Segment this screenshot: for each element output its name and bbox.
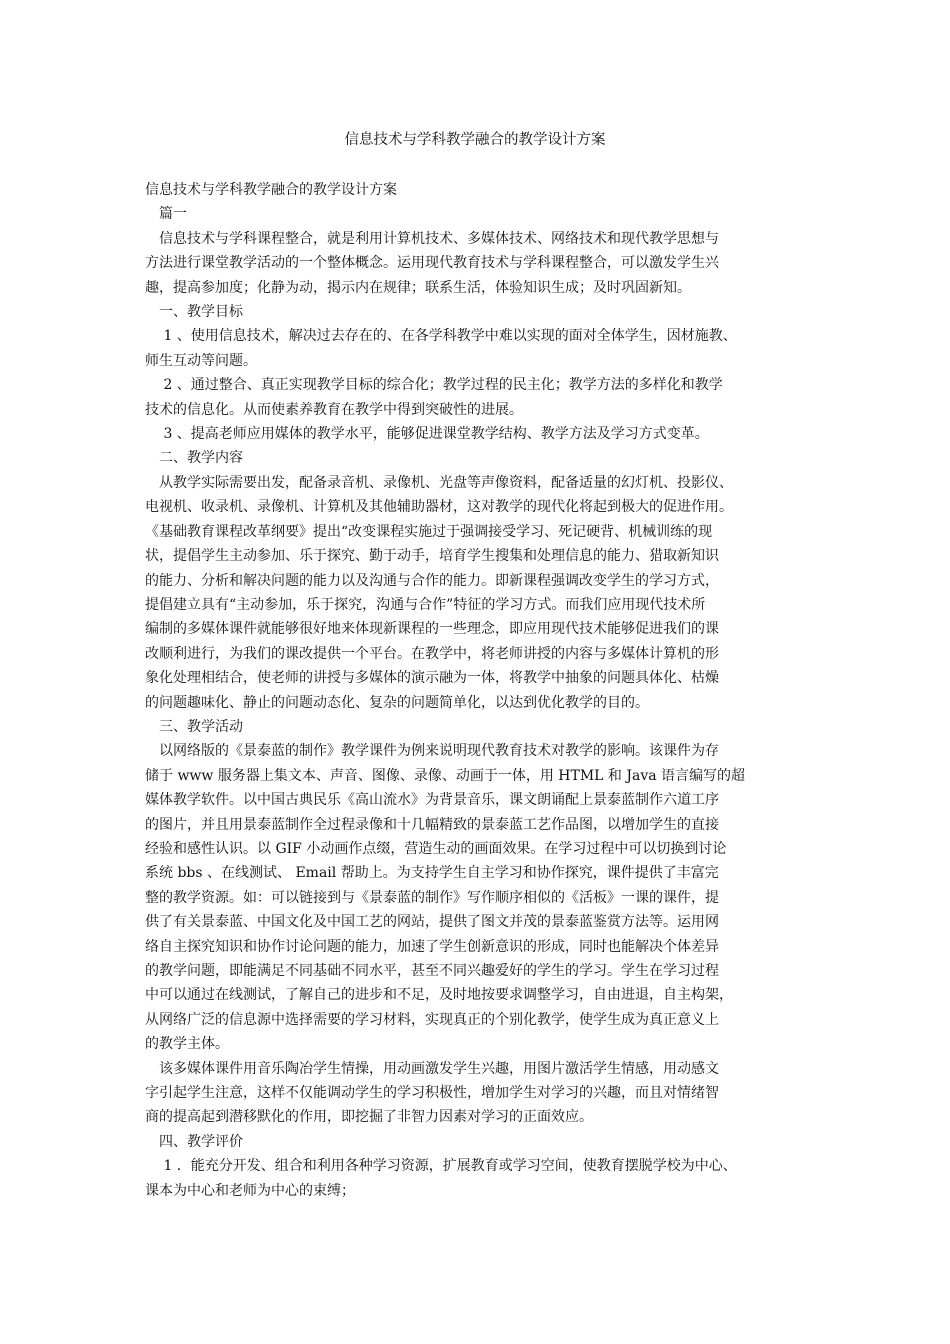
text-line: 课本为中心和老师为中心的束缚； <box>145 1182 355 1199</box>
text-line: 信息技术与学科课程整合，就是利用计算机技术、多媒体技术、网络技术和现代教学思想与 <box>145 230 719 247</box>
text-line: 1 ．能充分开发、组合和利用各种学习资源，扩展教育或学习空间，使教育摆脱学校为中心、 <box>145 1158 737 1175</box>
text-line: 从网络广泛的信息源中选择需要的学习材料，实现真正的个别化教学，使学生成为真正意义上 <box>145 1011 719 1028</box>
text-line: 二、教学内容 <box>145 450 243 467</box>
text-line: 《基础教育课程改革纲要》提出“改变课程实施过于强调接受学习、死记硬背、机械训练的现 <box>145 523 713 540</box>
text-line: 编制的多媒体课件就能够很好地来体现新课程的一些理念，即应用现代技术能够促进我们的课 <box>145 621 719 638</box>
text-line: 的教学主体。 <box>145 1036 229 1053</box>
text-line: 的图片，并且用景泰蓝制作全过程录像和十几幅精致的景泰蓝工艺作品图，以增加学生的直接 <box>145 816 719 833</box>
text-line: 一、教学目标 <box>145 304 243 321</box>
text-line: 中可以通过在线测试，了解自己的进步和不足，及时地按要求调整学习，自由进退，自主构架， <box>145 987 733 1004</box>
text-line: 从教学实际需要出发，配备录音机、录像机、光盘等声像资料，配备适量的幻灯机、投影仪、 <box>145 474 733 491</box>
text-line: 状，提倡学生主动参加、乐于探究、勤于动手，培育学生搜集和处理信息的能力、猎取新知识 <box>145 548 719 565</box>
text-line: 信息技术与学科教学融合的教学设计方案 <box>145 182 397 198</box>
text-line: 系统 bbs 、在线测试、 Email 帮助上。为支持学生自主学习和协作探究，课件提供了丰富完 <box>145 865 719 882</box>
text-line: 方法进行课堂教学活动的一个整体概念。运用现代教育技术与学科课程整合，可以激发学生兴 <box>145 255 719 272</box>
text-line: 四、教学评价 <box>145 1133 243 1150</box>
text-line: 趣，提高参加度；化静为动，揭示内在规律；联系生活，体验知识生成；及时巩固新知。 <box>145 279 691 296</box>
text-line: 3 、提高老师应用媒体的教学水平，能够促进课堂教学结构、教学方法及学习方式变革。 <box>145 426 709 443</box>
text-line: 整的教学资源。如：可以链接到与《景泰蓝的制作》写作顺序相似的《活板》一课的课件，提 <box>145 889 719 906</box>
text-line: 1 、使用信息技术，解决过去存在的、在各学科教学中难以实现的面对全体学生，因材施教、 <box>145 328 737 345</box>
text-line: 2 、通过整合、真正实现教学目标的综合化；教学过程的民主化；教学方法的多样化和教学 <box>145 377 723 394</box>
text-line: 媒体教学软件。以中国古典民乐《高山流水》为背景音乐，课文朗诵配上景泰蓝制作六道工序 <box>145 792 719 809</box>
text-line: 电视机、收录机、录像机、计算机及其他辅助器材，这对教学的现代化将起到极大的促进作用。 <box>145 499 733 516</box>
text-line: 技术的信息化。从而使素养教育在教学中得到突破性的进展。 <box>145 401 523 418</box>
text-line: 络自主探究知识和协作讨论问题的能力，加速了学生创新意识的形成，同时也能解决个体差异 <box>145 938 719 955</box>
text-line: 师生互动等问题。 <box>145 352 257 369</box>
text-line: 该多媒体课件用音乐陶冶学生情操，用动画激发学生兴趣，用图片激活学生情感，用动感文 <box>145 1060 719 1077</box>
text-line: 以网络版的《景泰蓝的制作》教学课件为例来说明现代教育技术对教学的影响。该课件为存 <box>145 743 719 760</box>
text-line: 象化处理相结合，使老师的讲授与多媒体的演示融为一体，将教学中抽象的问题具体化、枯燥 <box>145 670 719 687</box>
text-line: 的问题趣味化、静止的问题动态化、复杂的问题简单化，以达到优化教学的目的。 <box>145 694 649 711</box>
page-title: 信息技术与学科教学融合的教学设计方案 <box>344 132 606 148</box>
text-line: 经验和感性认识。以 GIF 小动画作点缀，营造生动的画面效果。在学习过程中可以切换到讨论 <box>145 840 727 857</box>
text-line: 的教学问题，即能满足不同基础不同水平，甚至不同兴趣爱好的学生的学习。学生在学习过程 <box>145 963 719 979</box>
text-line: 储于 www 服务器上集文本、声音、图像、录像、动画于一体，用 HTML 和 Java 语言编写的超 <box>145 767 746 784</box>
text-line: 改顺利进行，为我们的课改提供一个平台。在教学中，将老师讲授的内容与多媒体计算机的形 <box>145 645 719 662</box>
text-line: 商的提高起到潜移默化的作用，即挖掘了非智力因素对学习的正面效应。 <box>145 1109 593 1126</box>
document-body <box>145 178 815 1203</box>
text-line: 篇一 <box>145 206 187 223</box>
text-line: 供了有关景泰蓝、中国文化及中国工艺的网站，提供了图文并茂的景泰蓝鉴赏方法等。运用网 <box>145 914 719 931</box>
text-line: 的能力、分析和解决问题的能力以及沟通与合作的能力。即新课程强调改变学生的学习方式， <box>145 572 719 589</box>
text-line: 三、教学活动 <box>145 718 243 735</box>
text-line: 提倡建立具有“主动参加，乐于探究，沟通与合作”特征的学习方式。而我们应用现代技术所 <box>145 596 706 613</box>
text-line: 字引起学生注意，这样不仅能调动学生的学习积极性，增加学生对学习的兴趣，而且对情绪智 <box>145 1085 719 1102</box>
